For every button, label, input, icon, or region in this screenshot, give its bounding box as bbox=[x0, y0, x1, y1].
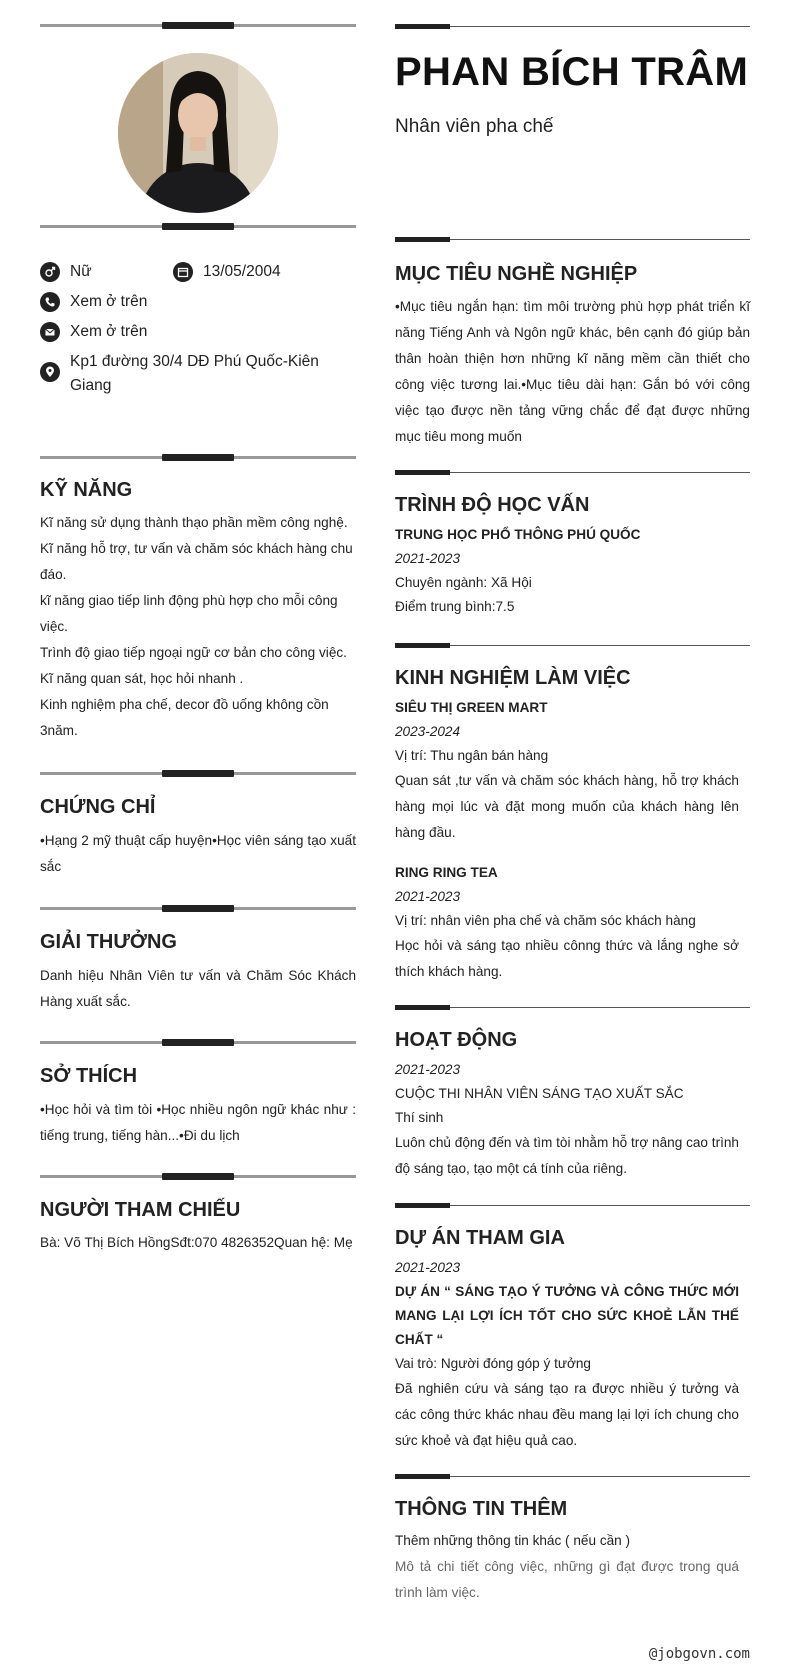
references-text: Bà: Võ Thị Bích HồngSđt:070 4826352Quan hệ: Mẹ bbox=[40, 1235, 353, 1250]
skill-item: Kĩ năng hỗ trợ, tư vấn và chăm sóc khách hàng chu đáo. bbox=[40, 541, 353, 582]
divider bbox=[395, 26, 750, 27]
skill-item: Kinh nghiệm pha chế, decor đồ uống không cồn 3năm. bbox=[40, 697, 329, 738]
additional-block bbox=[395, 1528, 739, 1606]
skill-item: Trình độ giao tiếp ngoại ngữ cơ bản cho công việc. bbox=[40, 645, 347, 660]
job-period: 2023-2024 bbox=[395, 724, 461, 739]
divider bbox=[395, 1476, 750, 1477]
job-company: RING RING TEA bbox=[395, 865, 498, 880]
activity-role: Thí sinh bbox=[395, 1110, 444, 1125]
job-position: Vị trí: Thu ngân bán hàng bbox=[395, 748, 549, 763]
divider bbox=[40, 24, 356, 27]
address-value: Kp1 đường 30/4 DĐ Phú Quốc-Kiên Giang bbox=[70, 353, 319, 394]
address-row bbox=[40, 350, 330, 398]
email-value: Xem ở trên bbox=[70, 323, 148, 340]
divider bbox=[40, 456, 356, 459]
education-period: 2021-2023 bbox=[395, 551, 461, 566]
divider bbox=[395, 239, 750, 240]
activities-block bbox=[395, 1058, 739, 1182]
objective-text: •Mục tiêu ngắn hạn: tìm môi trường phù hợp phát triển kĩ năng Tiếng Anh và Ngôn ngữ khác, bên cạnh đó giúp bản thân hoàn thiện hơn những kĩ năng mềm cần thiết cho công việc tương lai.•Mục tiêu dài hạn: Gắn bó với công việc tạo được nền tảng vững chắc để đạt được những mục tiêu mong muốn bbox=[395, 299, 750, 444]
certificates-title: CHỨNG CHỈ bbox=[40, 796, 156, 818]
location-pin-icon bbox=[40, 362, 60, 382]
experience-title: KINH NGHIỆM LÀM VIỆC bbox=[395, 667, 631, 689]
activity-name: CUỘC THI NHÂN VIÊN SÁNG TẠO XUẤT SẮC bbox=[395, 1086, 684, 1101]
awards-text: Danh hiệu Nhân Viên tư vấn và Chăm Sóc Khách Hàng xuất sắc. bbox=[40, 968, 356, 1009]
gender-icon bbox=[40, 262, 60, 282]
divider bbox=[40, 1041, 356, 1044]
project-period: 2021-2023 bbox=[395, 1260, 461, 1275]
activity-description: Luôn chủ động đến và tìm tòi nhằm hỗ trợ nâng cao trình độ sáng tạo, tạo một cá tính của riêng. bbox=[395, 1135, 739, 1176]
experience-job bbox=[395, 696, 739, 846]
birthday-row bbox=[173, 260, 281, 284]
hobbies-text: •Học hỏi và tìm tòi •Học nhiều ngôn ngữ khác như : tiếng trung, tiếng hàn...•Đi du lịch bbox=[40, 1102, 356, 1143]
divider bbox=[395, 1205, 750, 1206]
project-name: DỰ ÁN “ SÁNG TẠO Ý TƯỞNG VÀ CÔNG THỨC MỚI MANG LẠI LỢI ÍCH TỐT CHO SỨC KHOẺ LẪN THẾ CHẤT “ bbox=[395, 1284, 739, 1347]
additional-description: Mô tả chi tiết công việc, những gì đạt được trong quá trình làm việc. bbox=[395, 1559, 739, 1600]
job-period: 2021-2023 bbox=[395, 889, 461, 904]
activity-period: 2021-2023 bbox=[395, 1062, 461, 1077]
skill-item: Kĩ năng sử dụng thành thạo phần mềm công nghệ. bbox=[40, 515, 348, 530]
birthday-value: 13/05/2004 bbox=[203, 263, 281, 280]
hobbies-title: SỞ THÍCH bbox=[40, 1065, 138, 1087]
gender-row bbox=[40, 260, 92, 284]
awards-title: GIẢI THƯỞNG bbox=[40, 931, 177, 953]
activities-title: HOẠT ĐỘNG bbox=[395, 1029, 518, 1051]
job-description: Quan sát ,tư vấn và chăm sóc khách hàng, hỗ trợ khách hàng mọi lúc và đặt mong muốn của khách hàng lên hàng đầu. bbox=[395, 773, 739, 840]
school-name: TRUNG HỌC PHỔ THÔNG PHÚ QUỐC bbox=[395, 527, 641, 542]
additional-line: Thêm những thông tin khác ( nếu cần ) bbox=[395, 1533, 631, 1548]
divider bbox=[395, 645, 750, 646]
projects-block bbox=[395, 1256, 739, 1454]
skill-item: Kĩ năng quan sát, học hỏi nhanh . bbox=[40, 671, 244, 686]
calendar-icon bbox=[173, 262, 193, 282]
job-company: SIÊU THỊ GREEN MART bbox=[395, 700, 548, 715]
references-title: NGƯỜI THAM CHIẾU bbox=[40, 1199, 241, 1221]
projects-title: DỰ ÁN THAM GIA bbox=[395, 1227, 565, 1249]
footer-watermark: @jobgovn.com bbox=[648, 1646, 750, 1662]
job-description: Học hỏi và sáng tạo nhiều cônng thức và lắng nghe sở thích khách hàng. bbox=[395, 938, 739, 979]
email-row bbox=[40, 320, 147, 344]
profile-photo bbox=[118, 53, 278, 213]
education-block bbox=[395, 523, 750, 619]
divider bbox=[40, 772, 356, 775]
gender-value: Nữ bbox=[70, 263, 92, 280]
divider bbox=[40, 907, 356, 910]
skills-title: KỸ NĂNG bbox=[40, 479, 133, 501]
phone-icon bbox=[40, 292, 60, 312]
skills-list bbox=[40, 510, 356, 744]
email-icon bbox=[40, 322, 60, 342]
divider bbox=[395, 1007, 750, 1008]
divider bbox=[395, 472, 750, 473]
divider bbox=[40, 1175, 356, 1178]
experience-job bbox=[395, 861, 739, 985]
candidate-role: Nhân viên pha chế bbox=[395, 116, 554, 137]
additional-title: THÔNG TIN THÊM bbox=[395, 1498, 568, 1520]
education-gpa: Điểm trung bình:7.5 bbox=[395, 599, 515, 614]
certificates-text: •Hạng 2 mỹ thuật cấp huyện•Học viên sáng tạo xuất sắc bbox=[40, 833, 356, 874]
education-major: Chuyên ngành: Xã Hội bbox=[395, 575, 532, 590]
skill-item: kĩ năng giao tiếp linh động phù hợp cho mỗi công việc. bbox=[40, 593, 338, 634]
phone-row bbox=[40, 290, 147, 314]
objective-title: MỤC TIÊU NGHỀ NGHIỆP bbox=[395, 263, 638, 285]
candidate-name: PHAN BÍCH TRÂM bbox=[395, 50, 749, 94]
project-description: Đã nghiên cứu và sáng tạo ra được nhiều ý tưởng và các công thức khác nhau đều mang lại lợi ích chung cho sức khoẻ và đạt hiệu quả cao. bbox=[395, 1381, 739, 1448]
profile-photo-illustration bbox=[118, 53, 278, 213]
job-position: Vị trí: nhân viên pha chế và chăm sóc khách hàng bbox=[395, 913, 696, 928]
divider bbox=[40, 225, 356, 228]
phone-value: Xem ở trên bbox=[70, 293, 148, 310]
education-title: TRÌNH ĐỘ HỌC VẤN bbox=[395, 494, 590, 516]
project-role: Vai trò: Người đóng góp ý tưởng bbox=[395, 1356, 591, 1371]
